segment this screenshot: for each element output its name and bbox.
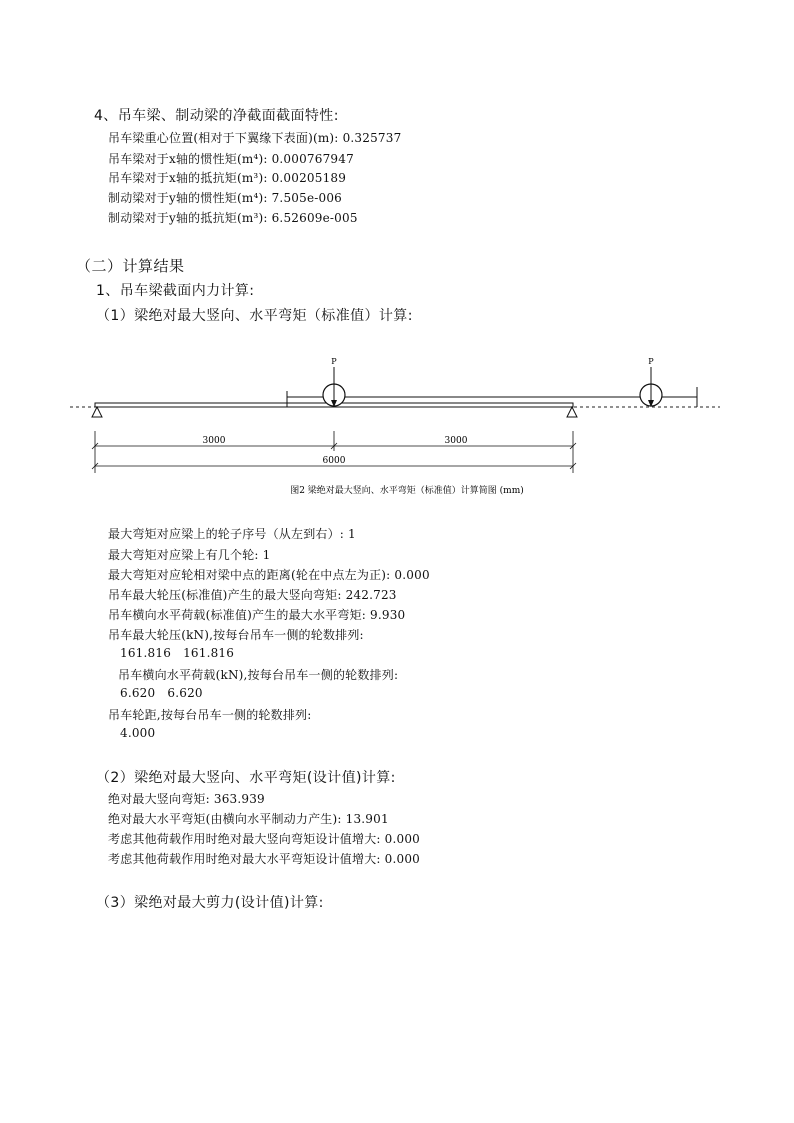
section-1-heading: （1）梁绝对最大竖向、水平弯矩（标准值）计算: xyxy=(96,308,413,324)
result-line: 吊车最大轮压(标准值)产生的最大竖向弯矩: 242.723 xyxy=(108,588,397,602)
result-line: 吊车横向水平荷载(标准值)产生的最大水平弯矩: 9.930 xyxy=(108,608,406,622)
section-2-line: 绝对最大竖向弯矩: 363.939 xyxy=(108,792,265,806)
diagram-caption: 图2 梁绝对最大竖向、水平弯矩（标准值）计算简图 (mm) xyxy=(290,486,524,496)
part-2-subheading: 1、吊车梁截面内力计算: xyxy=(96,283,255,299)
section-4-heading: 4、吊车梁、制动梁的净截面截面特性: xyxy=(94,108,339,124)
horizontal-load-label: 吊车横向水平荷载(kN),按每台吊车一侧的轮数排列: xyxy=(118,668,399,682)
horizontal-load-values: 6.620 6.620 xyxy=(120,686,203,700)
dimension-label-total: 6000 xyxy=(322,456,346,466)
section-2-line: 考虑其他荷载作用时绝对最大竖向弯矩设计值增大: 0.000 xyxy=(108,832,421,846)
section-4-line: 吊车梁重心位置(相对于下翼缘下表面)(m): 0.325737 xyxy=(108,131,402,145)
section-2-line: 考虑其他荷载作用时绝对最大水平弯矩设计值增大: 0.000 xyxy=(108,852,421,866)
section-4-line: 吊车梁对于x轴的惯性矩(m⁴): 0.000767947 xyxy=(108,152,354,166)
beam-load-diagram xyxy=(0,345,794,505)
section-4-line: 吊车梁对于x轴的抵抗矩(m³): 0.00205189 xyxy=(108,171,347,185)
section-2-heading: （2）梁绝对最大竖向、水平弯矩(设计值)计算: xyxy=(96,770,396,786)
section-4-line: 制动梁对于y轴的惯性矩(m⁴): 7.505e-006 xyxy=(108,191,343,205)
dimension-label-right: 3000 xyxy=(444,436,468,446)
right-support xyxy=(567,407,577,417)
result-line: 最大弯矩对应梁上有几个轮: 1 xyxy=(108,548,271,562)
wheel-spacing-values: 4.000 xyxy=(120,726,156,740)
wheel-spacing-label: 吊车轮距,按每台吊车一侧的轮数排列: xyxy=(108,708,312,722)
dimension-label-left: 3000 xyxy=(202,436,226,446)
part-2-title: （二）计算结果 xyxy=(76,257,185,275)
section-3-heading: （3）梁绝对最大剪力(设计值)计算: xyxy=(96,895,324,911)
result-line: 最大弯矩对应梁上的轮子序号（从左到右）: 1 xyxy=(108,527,356,541)
result-line: 吊车最大轮压(kN),按每台吊车一侧的轮数排列: xyxy=(108,628,364,642)
wheel-loads-values: 161.816 161.816 xyxy=(120,646,235,660)
load-label-1: P xyxy=(331,357,337,366)
left-support xyxy=(92,407,102,417)
result-line: 最大弯矩对应轮相对梁中点的距离(轮在中点左为正): 0.000 xyxy=(108,568,430,582)
section-4-line: 制动梁对于y轴的抵抗矩(m³): 6.52609e-005 xyxy=(108,211,358,225)
section-2-line: 绝对最大水平弯矩(由横向水平制动力产生): 13.901 xyxy=(108,812,389,826)
load-label-2: P xyxy=(648,357,654,366)
